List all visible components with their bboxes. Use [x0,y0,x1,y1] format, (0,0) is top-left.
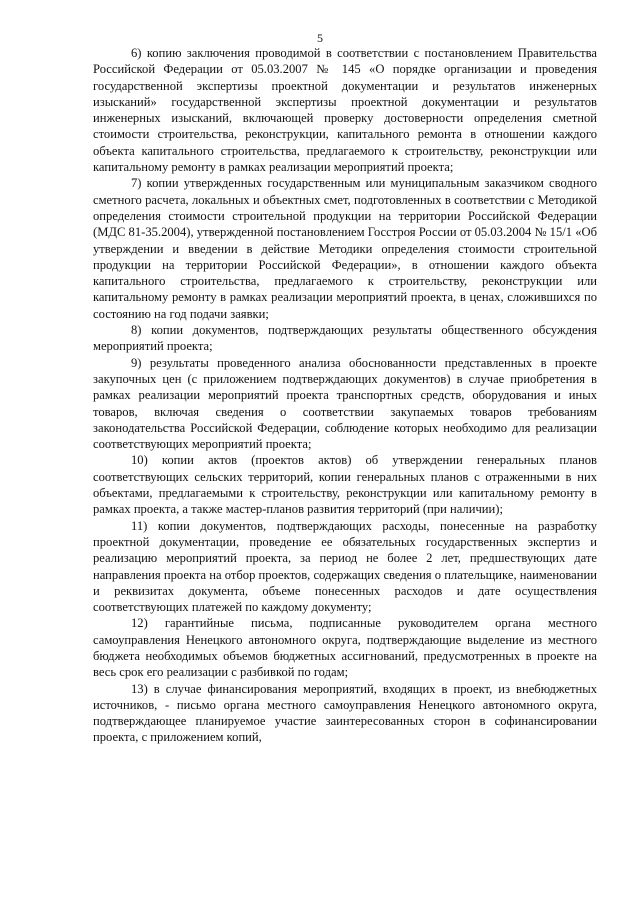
paragraph-item-11: 11) копии документов, подтверждающих расходы, понесенные на разработку проектной документации, проведение ее обязательных государственных экспертиз и реализацию мероприятий проекта, за период не более 2 лет, предшествующих дате направления проекта на отбор проектов, содержащих сведения о плательщике, наименовании и реквизитах документа, объеме понесенных расходов и дате осуществления соответствующих платежей по каждому документу; [93,518,597,615]
paragraph-item-8: 8) копии документов, подтверждающих результаты общественного обсуждения мероприятий проекта; [93,323,597,354]
page-number: 5 [317,31,323,45]
paragraph-item-13: 13) в случае финансирования мероприятий, входящих в проект, из внебюджетных источников, - письмо органа местного самоуправления Ненецкого автономного округа, подтверждающее планируемое участие заинтересованных сторон в софинансировании проекта, с приложением копий, [93,681,597,745]
paragraph-item-6: 6) копию заключения проводимой в соответствии с постановлением Правительства Российской Федерации от 05.03.2007 № 145 «О порядке организации и проведения государственной экспертизы проектной документации и результатов инженерных изысканий» государственной экспертизы проектной документации и результатов инженерных изысканий, включающей проверку достоверности определения сметной стоимости строительства, реконструкции, капитального ремонта в отношении каждого объекта капитального строительства, предлагаемого к строительству, реконструкции или капитальному ремонту в рамках реализации мероприятий проекта; [93,46,597,175]
paragraph-item-7: 7) копии утвержденных государственным или муниципальным заказчиком сводного сметного расчета, локальных и объектных смет, подготовленных в соответствии с Методикой определения стоимости строительной продукции на территории Российской Федерации (МДС 81-35.2004), утвержденной постановлением Госстроя России от 05.03.2004 № 15/1 «Об утверждении и введении в действие Методики определения стоимости строительной продукции на территории Российской Федерации», в отношении каждого объекта капитального строительства, предлагаемого к строительству, реконструкции или капитальному ремонту в рамках реализации мероприятий проекта, в ценах, сложившихся по состоянию на год подачи заявки; [93,176,597,321]
paragraph-item-9: 9) результаты проведенного анализа обоснованности представленных в проекте закупочных цен (с приложением подтверждающих документов) в случае приобретения в рамках реализации мероприятий проекта транспортных средств, оборудования и иных товаров, включая сведения о соответствии закупаемых товаров требованиям законодательства Российской Федерации, соблюдение которых необходимо для реализации соответствующих мероприятий проекта; [93,355,597,452]
paragraph-item-12: 12) гарантийные письма, подписанные руководителем органа местного самоуправления Ненецкого автономного округа, подтверждающие выделение из местного бюджета необходимых объемов бюджетных ассигнований, предусмотренных в проекте на весь срок его реализации с разбивкой по годам; [93,616,597,680]
document-body [93,45,597,746]
paragraph-item-10: 10) копии актов (проектов актов) об утверждении генеральных планов соответствующих сельских территорий, копии генеральных планов с отраженными в них объектами, предлагаемыми к строительству, реконструкции или капитальному ремонту в рамках проекта, а также мастер-планов развития территорий (при наличии); [93,453,597,517]
